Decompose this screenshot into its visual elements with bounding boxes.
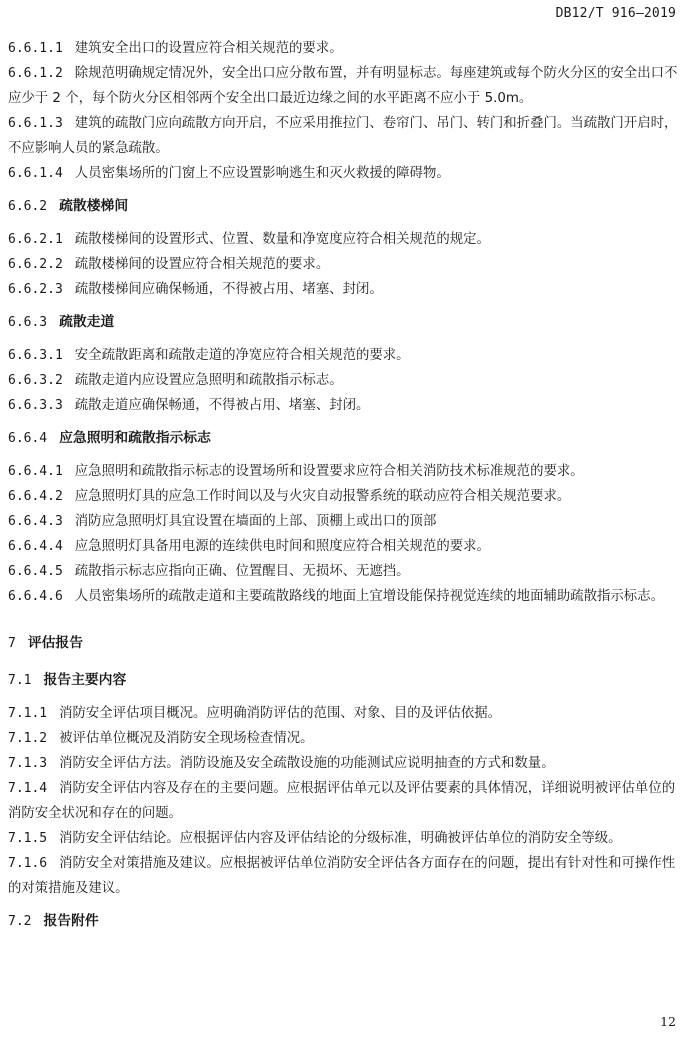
section-title: 报告主要内容 [43,672,127,688]
clause-7-1-3 [8,751,684,776]
clause-text: 消防安全评估结论。应根据评估内容及评估结论的分级标准，明确被评估单位的消防安全等级。 [59,831,622,846]
clause-text: 应急照明和疏散指示标志的设置场所和设置要求应符合相关消防技术标准规范的要求。 [74,464,584,479]
clause-text: 疏散走道内应设置应急照明和疏散指示标志。 [74,373,343,388]
clause-number: 6.6.4.6 [8,589,63,604]
clause-number: 7.1.1 [8,706,48,721]
clause-number: 6.6.2.2 [8,257,63,272]
clause-number: 7.1.4 [8,781,48,796]
clause-text: 应急照明灯具备用电源的连续供电时间和照度应符合相关规范的要求。 [74,539,490,554]
section-heading-6-6-2 [8,194,684,219]
clause-text: 建筑的疏散门应向疏散方向开启，不应采用推拉门、卷帘门、吊门、转门和折叠门。当疏散门开启时，不应影响人员的紧急疏散。 [8,116,678,156]
clause-text: 消防安全对策措施及建议。应根据被评估单位消防安全评估各方面存在的问题，提出有针对性和可操作性的对策措施及建议。 [8,856,676,896]
clause-text: 疏散走道应确保畅通，不得被占用、堵塞、封闭。 [74,398,370,413]
section-heading-7-2 [8,909,684,934]
clause-text: 人员密集场所的疏散走道和主要疏散路线的地面上宜增设能保持视觉连续的地面辅助疏散指示标志。 [74,589,664,604]
section-heading-6-6-3 [8,310,684,335]
clause-number: 6.6.3.3 [8,398,63,413]
clause-text: 除规范明确规定情况外，安全出口应分散布置，并有明显标志。每座建筑或每个防火分区的安全出口不应少于 2 个，每个防火分区相邻两个安全出口最近边缘之间的水平距离不应小于 5.0m。 [8,66,678,106]
clause-text: 疏散指示标志应指向正确、位置醒目、无损坏、无遮挡。 [74,564,410,579]
page-number: 12 [660,1014,676,1029]
section-heading-7-1 [8,668,684,693]
clause-text: 疏散楼梯间应确保畅通，不得被占用、堵塞、封闭。 [74,282,383,297]
clause-number: 6.6.4.4 [8,539,63,554]
clause-number: 6.6.3.1 [8,348,63,363]
clause-7-1-5 [8,826,684,851]
clause-6-6-4-6 [8,584,684,609]
clause-6-6-4-4 [8,534,684,559]
chapter-heading-7 [8,631,684,656]
clause-text: 消防安全评估方法。消防设施及安全疏散设施的功能测试应说明抽查的方式和数量。 [59,756,555,771]
document-code: DB12/T 916—2019 [555,6,676,21]
clause-text: 疏散楼梯间的设置形式、位置、数量和净宽度应符合相关规范的规定。 [74,232,490,247]
clause-6-6-3-1 [8,343,684,368]
chapter-title: 评估报告 [27,635,84,651]
clause-number: 6.6.1.2 [8,66,63,81]
clause-6-6-1-2 [8,61,684,111]
clause-6-6-4-3 [8,509,684,534]
clause-7-1-6 [8,851,684,901]
clause-number: 7.1.3 [8,756,48,771]
clause-6-6-3-2 [8,368,684,393]
clause-number: 6.6.1.4 [8,166,63,181]
clause-number: 6.6.2.3 [8,282,63,297]
clause-6-6-2-1 [8,227,684,252]
clause-number: 7.1.5 [8,831,48,846]
section-number: 7.1 [8,673,32,688]
clause-number: 6.6.2.1 [8,232,63,247]
clause-6-6-1-4 [8,161,684,186]
clause-number: 6.6.3.2 [8,373,63,388]
section-number: 7.2 [8,914,32,929]
section-heading-6-6-4 [8,426,684,451]
clause-6-6-4-5 [8,559,684,584]
clause-6-6-1-1 [8,36,684,61]
clause-6-6-2-3 [8,277,684,302]
clause-text: 消防安全评估项目概况。应明确消防评估的范围、对象、目的及评估依据。 [59,706,502,721]
clause-text: 疏散楼梯间的设置应符合相关规范的要求。 [74,257,330,272]
clause-number: 7.1.6 [8,856,48,871]
clause-6-6-4-2 [8,484,684,509]
section-title: 疏散楼梯间 [59,198,129,214]
clause-7-1-1 [8,701,684,726]
clause-text: 消防应急照明灯具宜设置在墙面的上部、顶棚上或出口的顶部 [74,514,437,529]
section-title: 报告附件 [43,913,99,929]
section-title: 应急照明和疏散指示标志 [59,430,211,446]
clause-7-1-2 [8,726,684,751]
clause-7-1-4 [8,776,684,826]
clause-number: 6.6.1.1 [8,41,63,56]
section-title: 疏散走道 [59,314,115,330]
chapter-number: 7 [8,636,16,651]
clause-text: 建筑安全出口的设置应符合相关规范的要求。 [74,41,343,56]
clause-number: 6.6.4.5 [8,564,63,579]
clause-text: 应急照明灯具的应急工作时间以及与火灾自动报警系统的联动应符合相关规范要求。 [74,489,571,504]
clause-6-6-2-2 [8,252,684,277]
clause-number: 6.6.1.3 [8,116,63,131]
clause-6-6-1-3 [8,111,684,161]
clause-number: 6.6.4.2 [8,489,63,504]
clause-number: 7.1.2 [8,731,48,746]
clause-text: 被评估单位概况及消防安全现场检查情况。 [59,731,314,746]
section-number: 6.6.2 [8,199,48,214]
section-number: 6.6.3 [8,315,48,330]
clause-text: 人员密集场所的门窗上不应设置影响逃生和灭火救援的障碍物。 [74,166,450,181]
clause-6-6-4-1 [8,459,684,484]
clause-number: 6.6.4.1 [8,464,63,479]
clause-text: 安全疏散距离和疏散走道的净宽应符合相关规范的要求。 [74,348,410,363]
clause-text: 消防安全评估内容及存在的主要问题。应根据评估单元以及评估要素的具体情况，详细说明被评估单位的消防安全状况和存在的问题。 [8,781,676,821]
document-body [8,36,684,934]
clause-6-6-3-3 [8,393,684,418]
section-number: 6.6.4 [8,431,48,446]
clause-number: 6.6.4.3 [8,514,63,529]
